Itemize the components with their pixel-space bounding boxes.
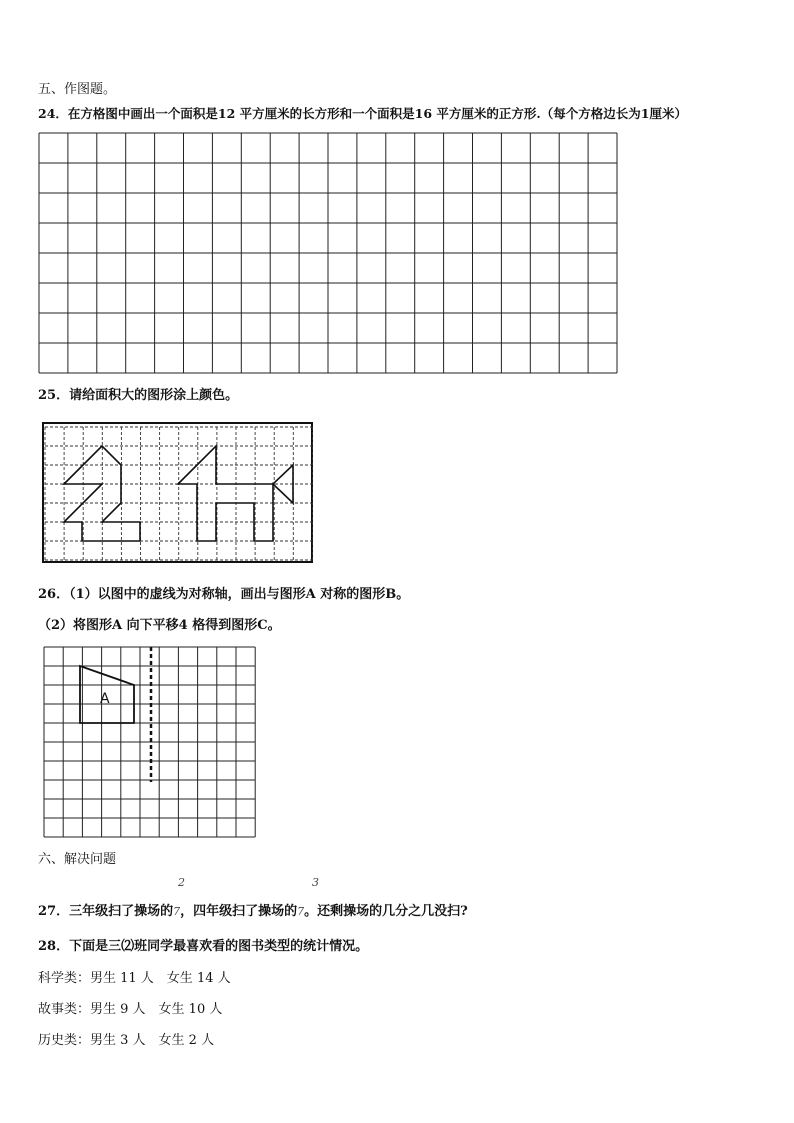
stat-row-history: 历史类：男生 3 人 女生 2 人 bbox=[38, 1033, 215, 1048]
section-6-title: 六、解决问题 bbox=[38, 852, 117, 867]
fraction-1-numerator: 2 bbox=[178, 876, 185, 889]
question-27-part2: ，四年级扫了操场的 bbox=[180, 904, 298, 919]
shape-A-label: A bbox=[100, 691, 110, 707]
question-27 bbox=[38, 900, 468, 919]
fraction-2-denominator: 7 bbox=[297, 905, 305, 918]
question-26-part2: （2）将图形A 向下平移4 格得到图形C。 bbox=[38, 618, 281, 633]
question-24: 24．在方格图中画出一个面积是12 平方厘米的长方形和一个面积是16 平方厘米的正方形.（每个方格边长为1厘米） bbox=[38, 106, 687, 121]
question-26-part1: 26．（1）以图中的虚线为对称轴，画出与图形A 对称的图形B。 bbox=[38, 587, 410, 602]
question-28: 28．下面是三⑵班同学最喜欢看的图书类型的统计情况。 bbox=[38, 939, 369, 954]
question-27-part3: 。还剩操场的几分之几没扫? bbox=[304, 904, 468, 919]
stat-row-science: 科学类：男生 11 人 女生 14 人 bbox=[38, 971, 231, 986]
fraction-1-denominator: 7 bbox=[173, 905, 181, 918]
section-5-title: 五、作图题。 bbox=[38, 82, 117, 97]
fraction-2-numerator: 3 bbox=[312, 876, 319, 889]
question-27-part1: 27．三年级扫了操场的 bbox=[38, 904, 174, 919]
question-25: 25．请给面积大的图形涂上颜色。 bbox=[38, 388, 239, 403]
stat-row-story: 故事类：男生 9 人 女生 10 人 bbox=[38, 1002, 223, 1017]
